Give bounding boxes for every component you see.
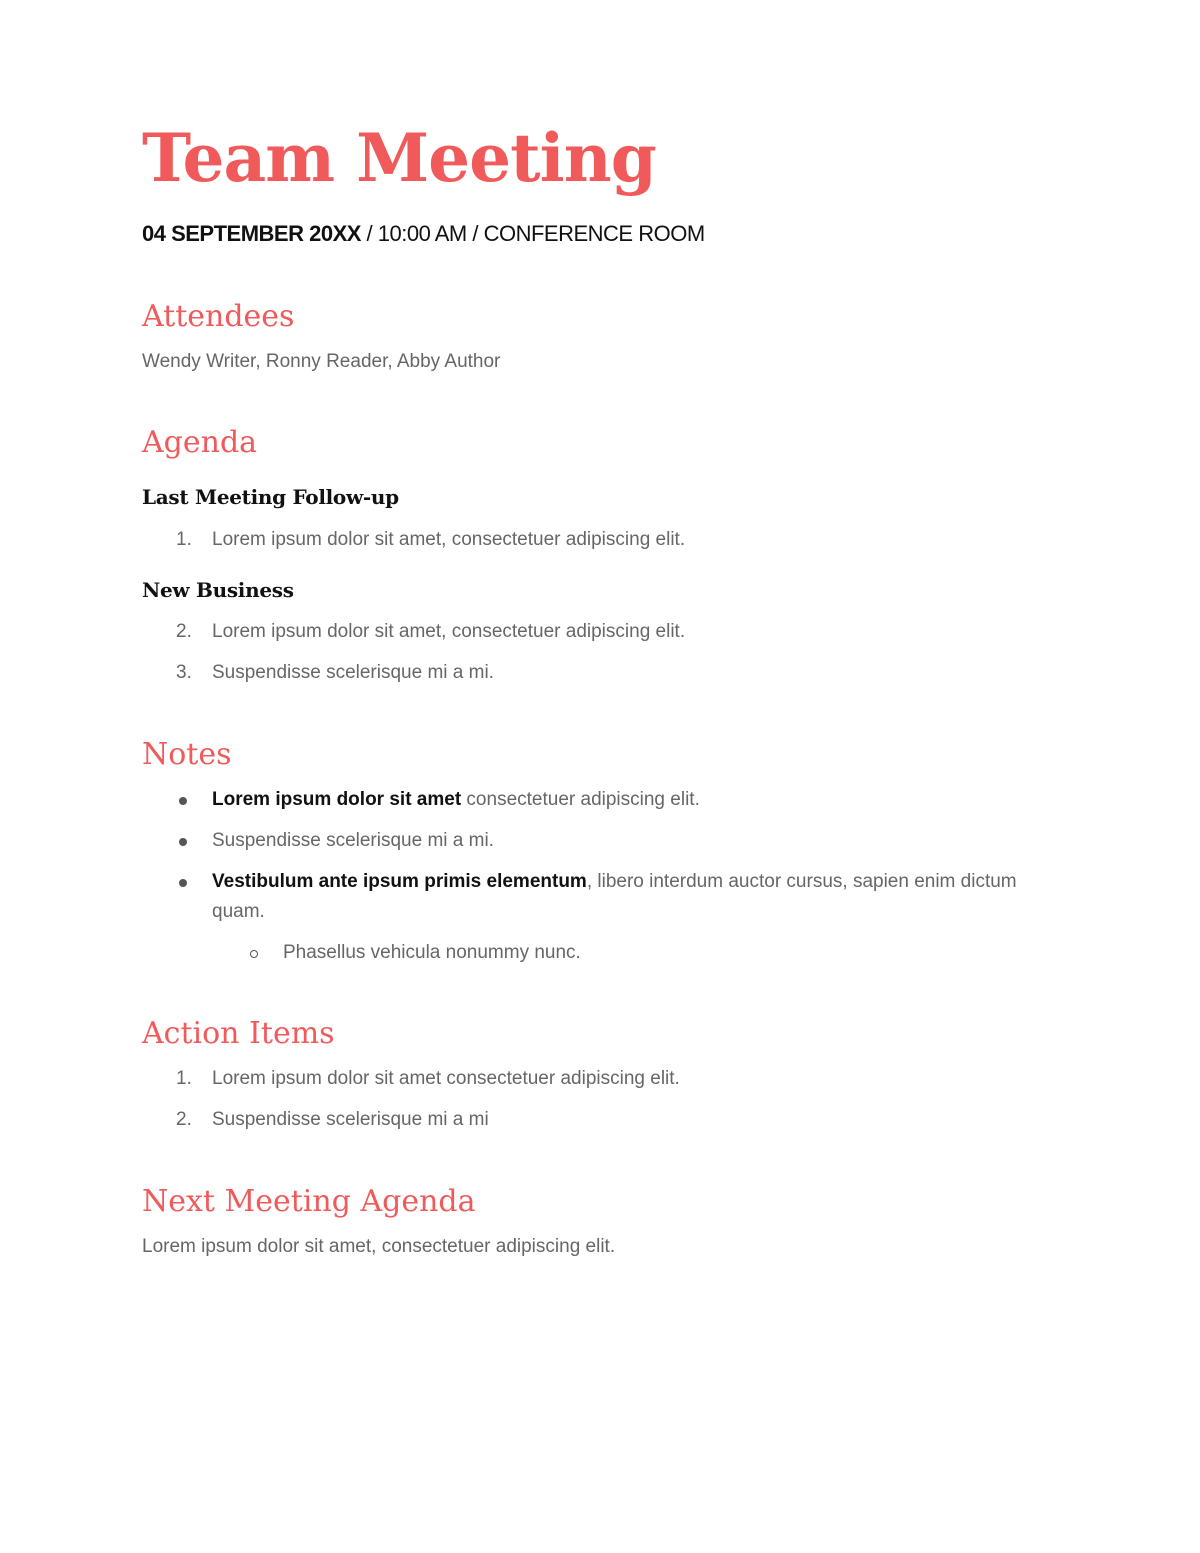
notes-item-text: , libero interdum auctor cursus, sapien enim dictum quam. <box>212 871 1017 922</box>
next-meeting-text: Lorem ipsum dolor sit amet, consectetuer adipiscing elit. <box>142 1236 616 1257</box>
document-title: Team Meeting <box>142 119 656 197</box>
action-item <box>176 1105 1032 1135</box>
bullet-icon <box>179 797 187 805</box>
meeting-meta <box>142 220 705 248</box>
bullet-icon <box>179 838 187 846</box>
agenda-item-text: Lorem ipsum dolor sit amet, consectetuer adipiscing elit. <box>212 529 686 550</box>
agenda-item <box>176 617 1032 647</box>
action-item-text: Suspendisse scelerisque mi a mi <box>212 1109 489 1130</box>
notes-item <box>212 826 1032 856</box>
action-items-heading: Action Items <box>142 1016 335 1051</box>
hollow-bullet-icon <box>250 950 258 958</box>
list-number: 1. <box>176 529 192 550</box>
notes-item-bold: Lorem ipsum dolor sit amet <box>212 789 462 810</box>
notes-subitem-text: Phasellus vehicula nonummy nunc. <box>283 942 581 963</box>
agenda-subheading-last-meeting: Last Meeting Follow-up <box>142 485 399 509</box>
agenda-subheading-new-business: New Business <box>142 578 294 602</box>
next-meeting-heading: Next Meeting Agenda <box>142 1184 476 1219</box>
bullet-icon <box>179 879 187 887</box>
notes-item <box>212 867 1032 927</box>
notes-item-text: consectetuer adipiscing elit. <box>461 789 700 810</box>
list-number: 1. <box>176 1068 192 1089</box>
attendees-heading: Attendees <box>142 299 295 334</box>
meeting-location: CONFERENCE ROOM <box>483 221 705 246</box>
meeting-date: 04 SEPTEMBER 20XX <box>142 221 361 246</box>
notes-item-bold: Vestibulum ante ipsum primis elementum <box>212 871 587 892</box>
agenda-heading: Agenda <box>142 425 258 460</box>
attendees-list: Wendy Writer, Ronny Reader, Abby Author <box>142 351 501 372</box>
meta-separator: / <box>466 221 484 246</box>
notes-subitem <box>283 938 1033 968</box>
agenda-item <box>176 658 1032 688</box>
agenda-item <box>176 525 1032 555</box>
meta-separator: / <box>360 221 378 246</box>
action-item <box>176 1064 1032 1094</box>
list-number: 2. <box>176 1109 192 1130</box>
agenda-item-text: Lorem ipsum dolor sit amet, consectetuer adipiscing elit. <box>212 621 686 642</box>
list-number: 2. <box>176 621 192 642</box>
notes-heading: Notes <box>142 737 232 772</box>
notes-item-text: Suspendisse scelerisque mi a mi. <box>212 830 494 851</box>
notes-item <box>212 785 1032 815</box>
action-item-text: Lorem ipsum dolor sit amet consectetuer adipiscing elit. <box>212 1068 680 1089</box>
meeting-time: 10:00 AM <box>377 221 467 246</box>
list-number: 3. <box>176 662 192 683</box>
agenda-item-text: Suspendisse scelerisque mi a mi. <box>212 662 494 683</box>
